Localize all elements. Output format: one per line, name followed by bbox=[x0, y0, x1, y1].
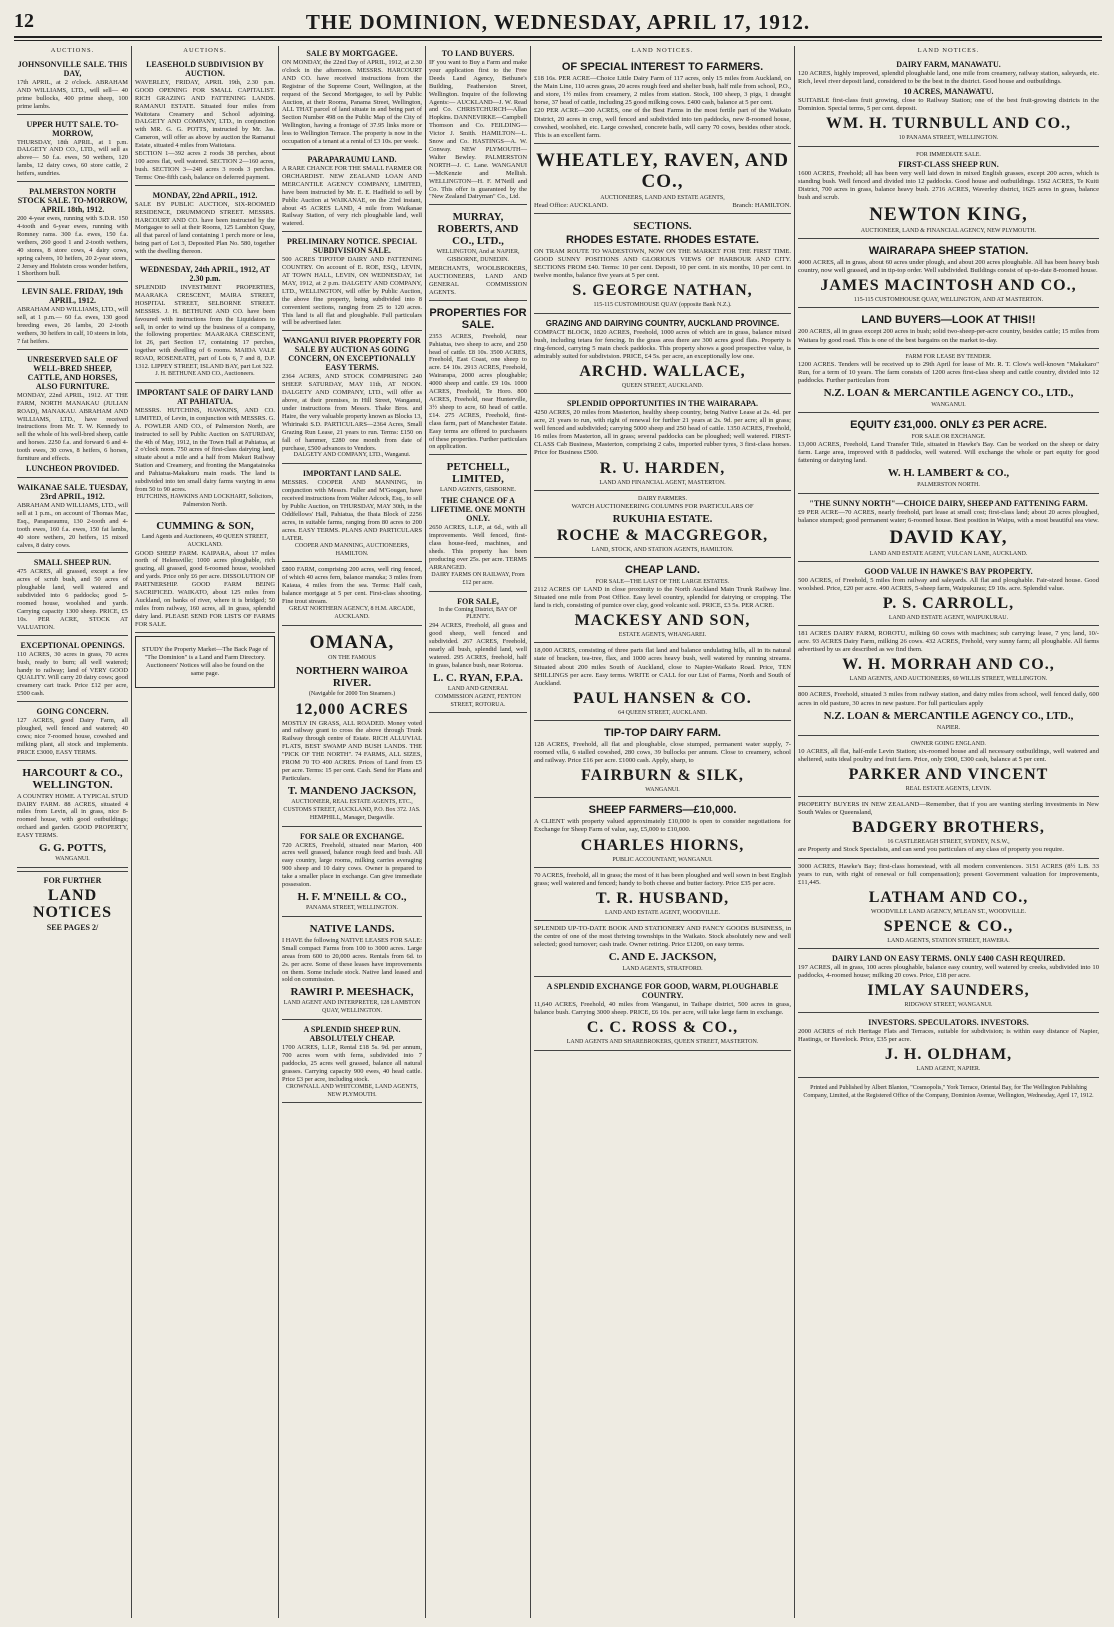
ad-equity bbox=[798, 415, 1099, 493]
ad-body: 475 ACRES, all grassed, except a few acres of scrub bush, and 50 acres of ploughable land, well watered and subdivided into 6 paddocks; good 5-roomed house, woolshed and yards. Carrying capacity 1300 sheep. PRICE, £5 10s. PER ACRE, STOCK AT VALUATION. bbox=[17, 568, 128, 631]
ad-subtitle: In the Coming District, BAY OF PLENTY. bbox=[438, 606, 518, 621]
advertiser-name: RAWIRI P. MEESHACK, bbox=[290, 986, 414, 999]
note-text: STUDY the Property Market—The Back Page of "The Dominion" is a Land and Farm Directory. Auctioneers' Notices will also be found on the same page. bbox=[141, 645, 269, 677]
ad-omana bbox=[282, 628, 422, 827]
ad-subtitle: OWNER GOING ENGLAND. bbox=[911, 740, 986, 747]
advertiser-name: BADGERY BROTHERS, bbox=[852, 819, 1045, 837]
ad-body: £800 FARM, comprising 200 acres, well ring fenced, of which 40 acres fern, balance manuka; 3 miles from Kaiaua, 4 miles from the sea. Terms: Half cash, balance mortgage at 5 per cent. First-class shooting. Fine trout stream. bbox=[282, 566, 422, 606]
ad-body: 110 ACRES, 30 acres in grass, 70 acres bush, ready to burn; all well watered; handy to railway; land of VERY GOOD QUALITY. Will carry 20 dairy cows; good creamery cart track. Price £12 per acre, £500 cash. bbox=[17, 650, 128, 698]
masthead bbox=[14, 10, 1102, 38]
ad-body: WAVERLEY, FRIDAY, APRIL 19th, 2.30 p.m. GOOD OPENING FOR SMALL CAPITALIST. RICH GRAZING AND FATTENING LANDS. RAMANUI ESTATE. Situated four miles from Waitotara Creamery and School adjoining. DALGETY AND COMPANY, LTD., in conjunction with MR. G. G. POTTS, instructed by Mr. Jas. Cameron, will offer as above by auction the Ramanui Estate, situated 4 miles from Waitotara. bbox=[135, 78, 275, 150]
ad-rorotu-dairy bbox=[798, 628, 1099, 687]
advertiser-name: W. H. LAMBERT & CO., bbox=[887, 467, 1010, 480]
ad-title: SHEEP FARMERS—£10,000. bbox=[588, 804, 737, 817]
ad-body: MESSRS. HUTCHINS, HAWKINS, AND CO. LIMITED, of Levin, in conjunction with MESSRS. G. A. FOWLER AND CO., of Palmerston North, are instructed to sell by Public Auction on SATURDAY, the 4th of May, 1912, in the Town Hall at Pahiatua, at 2 o'clock noon. 750 acres of first-class dairying land, situate about a mile and a half from Makuri Railway Station and Creamery, and fronting the Mangatainoka and Pahiatua-Makakuru main roads. The land is subdivided into ten small dairy farms varying in area from 50 to 90 acres. bbox=[135, 406, 275, 493]
advertiser-address: LAND AGENTS, STRATFORD. bbox=[622, 966, 703, 973]
ad-body: A RARE CHANCE FOR THE SMALL FARMER OR ORCHARDIST. NEW ZEALAND LOAN AND MERCANTILE AGENCY COMPANY, LIMITED, have been instructed by Mr. E. E. Hadfield to sell by Public Auction at WAIKANAE, on the 23rd instant, about 45 ACRES LAND, 4 mile from Waikanae Railway Station, of very rich ploughable land, well watered. bbox=[282, 164, 422, 228]
ad-title: PARAPARAUMU LAND. bbox=[307, 154, 397, 164]
advertiser-name: H. F. M'NEILL & CO., bbox=[297, 890, 407, 903]
ad-body: 1700 ACRES, L.I.P., Rental £18 5s. 9d. per annum, 700 acres worn with ferns, subdivided into 7 paddocks, 25 acres well grassed, balance all natural grasses. Carrying capacity 900 ewes, 40 head cattle. Price £3 per acre, including stock. bbox=[282, 1044, 422, 1083]
ad-subdivision-sale bbox=[282, 234, 422, 331]
advertiser-name: J. H. OLDHAM, bbox=[884, 1046, 1013, 1064]
advertiser-name: T. R. HUSBAND, bbox=[595, 889, 730, 907]
advertiser-address: LAND AGENT, NAPIER. bbox=[916, 1066, 981, 1073]
ad-waikanae-sale bbox=[17, 480, 128, 553]
advertiser-address: LAND AGENTS, GISBORNE. bbox=[439, 487, 516, 494]
advertiser-offices bbox=[534, 202, 791, 210]
ad-body: MONDAY, 22nd APRIL, 1912. AT THE FARM, NORTH MANAKAU (JULIAN ROAD), MANAKAU. ABRAHAM AND WILLIAMS, LTD., have received instructions from Mr. T. W. Kennedy to sell the whole of his well-bred sheep, cattle and horses. 2250 f.a. and forward 6 and 4-tooth ewes, 30 cows, 8 heifers, 6 horses, furniture and effects. bbox=[17, 391, 128, 463]
column-heading: LAND NOTICES. bbox=[631, 47, 694, 54]
advertiser-name: R. U. HARDEN, bbox=[599, 459, 726, 477]
ad-title: THE CHANCE OF A LIFETIME. ONE MONTH ONLY. bbox=[430, 496, 526, 524]
ad-special-interest-farmers bbox=[534, 57, 791, 144]
ad-title: SMALL SHEEP RUN. bbox=[33, 558, 112, 568]
ad-title: DAIRY FARM, MANAWATU. bbox=[896, 60, 1001, 70]
advertiser-address: QUEEN STREET, AUCKLAND. bbox=[621, 382, 704, 389]
ad-title: RUKUHIA ESTATE. bbox=[612, 512, 713, 525]
ad-grazing-auckland bbox=[534, 316, 791, 394]
ad-title: GOING CONCERN. bbox=[36, 707, 109, 717]
ad-title: PRELIMINARY NOTICE. SPECIAL SUBDIVISION SALE. bbox=[287, 237, 417, 256]
advertiser-address: PUBLIC ACCOUNTANT, WANGANUI. bbox=[612, 856, 713, 863]
ad-body: £18 16s. PER ACRE—Choice Little Dairy Farm of 117 acres, only 15 miles from Auckland, on the Main Line, 110 acres grass, 20 acres rough feed and shelter bush, half mile from school, P.O., and store, 1½ miles from creamery, 2 miles from station. Stock, 100 sheep, 3 pigs, 1 draught horse, 37 head of cattle, including 25 good milking cows. £400 cash, balance at 5 per cent. bbox=[534, 75, 791, 107]
ad-title: GRAZING AND DAIRYING COUNTRY, AUCKLAND PROVINCE. bbox=[545, 318, 780, 328]
ad-tip-top-dairy bbox=[534, 723, 791, 798]
ad-investment-properties bbox=[135, 262, 275, 383]
ad-stationery-business bbox=[534, 923, 791, 977]
ad-dairy-farm-manawatu bbox=[798, 57, 1099, 146]
ad-70-acres bbox=[534, 870, 791, 921]
ad-body: 1600 ACRES, Freehold; all has been very well laid down in mixed English grasses, except 200 acres, which is standing bush. Well fenced and divided into 12 paddocks. Good house and outbuildings. 1562 ACRES, Te Kuiti District, 700 acres in grass, balance heavy bush. 2716 ACRES, Waverley district, 1625 acres in grass, balance bush and scrub. bbox=[798, 169, 1099, 201]
column-auctions-2 bbox=[132, 46, 278, 1618]
ad-title: SALE BY MORTGAGEE. bbox=[306, 49, 398, 58]
ad-18000-acres bbox=[534, 645, 791, 721]
ad-title: EQUITY £31,000. ONLY £3 PER ACRE. bbox=[850, 419, 1047, 432]
advertiser-name: SPENCE & CO., bbox=[883, 917, 1014, 935]
ad-body: ABRAHAM AND WILLIAMS, LTD., will sell at 1 p.m., on account of Thomas Mac, Esq., Paraparaumu, 130 2-tooth and 4-tooth ewes, 160 f.a. ewes, 150 fat lambs, 40 store wethers, 20 heifers, 15 mixed calves, 8 dairy cows. bbox=[17, 502, 128, 549]
advertiser-name: PETCHELL, LIMITED, bbox=[446, 461, 510, 486]
advertiser-name: MACKESY AND SON, bbox=[574, 612, 751, 630]
advertiser-name: DAVID KAY, bbox=[889, 526, 1008, 548]
ad-title: IMPORTANT LAND SALE. bbox=[302, 469, 402, 479]
ad-sunny-north bbox=[798, 496, 1099, 562]
ad-small-sheep-run bbox=[17, 555, 128, 635]
advertiser-address: WOODVILLE LAND AGENCY, M'LEAN ST., WOODVILLE. bbox=[871, 908, 1026, 915]
ad-properties-for-sale bbox=[429, 303, 527, 456]
advertiser-address: AUCTIONEER, REAL ESTATE AGENTS, ETC., CUSTOMS STREET, AUCKLAND, P.O. Box 372. JAS. HEMPHILL, Manager, Dargaville. bbox=[283, 798, 421, 821]
ad-wairarapa-sheep-station bbox=[798, 241, 1099, 308]
advertiser-name: ROCHE & MACGREGOR, bbox=[556, 526, 769, 544]
ad-badgery-brothers bbox=[798, 799, 1099, 858]
advertiser-address: AUCTIONEERS, LAND AND ESTATE AGENTS, bbox=[600, 194, 725, 201]
ad-body: 720 ACRES, Freehold, situated near Marton, 400 acres well grassed, balance rough feed and bush. All easy country, large rooms, milking carries averaging 900 sheep and 10 dairy cows. Owner is prepared to take a smaller place in exchange. Can give immediate possession. bbox=[282, 841, 422, 889]
ad-body: 500 ACRES, of Freehold, 5 miles from railway and saleyards. All flat and ploughable. Fair-sized house. Good woolshed. Price, £20 per acre. 490 ACRES, 5-sheep farm, Waipukurau; £9 10s. acre. Splendid value. bbox=[798, 576, 1099, 592]
ad-body: SALE BY PUBLIC AUCTION, SIX-ROOMED RESIDENCE, DRUMMOND STREET. MESSRS. HARCOURT AND CO. have been instructed by the Mortgagee to sell at their Rooms, 125 Lambton Quay, all that parcel of land containing 1 perch more or less, being part of Lot 3, Deposited Plan No. 580, together with the dwelling thereon. bbox=[135, 200, 275, 256]
ad-body: PROPERTY BUYERS IN NEW ZEALAND—Remember, that if you are wanting sterling investments in New South Wales or Queensland, bbox=[798, 801, 1099, 817]
ad-body: IF you want to Buy a Farm and make your application first to the Free Deeds Land Agency, Bethune's Building, Featherston Street, Wellington. Inquire of the following Agents:— AUCKLAND—J. W. Read and Co. CHRISTCHURCH—Allan Hopkins. DANNEVIRKE—Campbell Thomson and Co. FEILDING—Victor J. Smith. HAMILTON—L. Snow and Co. HASTINGS—A. W. Conway. NEW PLYMOUTH—Walter Bewley. PALMERSTON NORTH—J. C. Lane. WANGANUI—McKenzie and Mellish. WELLINGTON—H. F. M'Neill and Co. This offer is guaranteed by the "New Zealand Dairyman" Co., Ltd. bbox=[429, 59, 527, 201]
ad-title: WANGANUI RIVER PROPERTY FOR SALE BY AUCTION AS GOING CONCERN, ON EXCEPTIONALLY EASY TERMS. bbox=[283, 336, 421, 373]
ad-title: GOOD VALUE IN HAWKE'S BAY PROPERTY. bbox=[864, 566, 1033, 576]
advertiser-name: LATHAM AND CO., bbox=[868, 888, 1029, 906]
ad-title: MONDAY, 22nd APRIL, 1912. bbox=[152, 190, 258, 200]
ad-going-concern bbox=[17, 704, 128, 761]
ad-title: UPPER HUTT SALE. TO-MORROW, bbox=[26, 119, 119, 138]
ad-murray-roberts bbox=[429, 207, 527, 300]
advertiser-name: IMLAY SAUNDERS, bbox=[867, 982, 1030, 1000]
ad-unreserved-sale bbox=[17, 352, 128, 478]
column-heading: LAND NOTICES. bbox=[917, 47, 980, 54]
ad-body: 1200 ACRES. Tenders will be received up to 29th April for lease of Mr. R. T. Clow's well-known "Makakaro" Run, for a term of 10 years. The farm consists of 1200 acres first-class sheep and cattle country, divided into 12 paddocks. Further particulars from bbox=[798, 360, 1099, 384]
advertiser-name: FAIRBURN & SILK, bbox=[581, 767, 744, 785]
ad-body: SECTION 1—392 acres 2 roods 38 perches, about 100 acres flat, well watered. SECTION 2—160 acres, bush. SECTION 3—248 acres 3 roods 3 perches. Terms: One-fifth cash, balance on deferred payment. bbox=[135, 150, 275, 181]
ad-body: 3000 ACRES, Hawke's Bay; first-class homestead, with all modern conveniences. 3151 ACRES (8½ L.B. 33 years to run, with right of renewal or full compensation); present Government valuation for improvements, £11,445. bbox=[798, 862, 1099, 886]
ad-subtitle: DAIRY FARMS ON RAILWAY, From £12 per acre. bbox=[431, 571, 525, 586]
ad-signature: J. H. BETHUNE AND CO., Auctioneers. bbox=[155, 371, 255, 377]
ad-upper-hutt-sale bbox=[17, 117, 128, 183]
ad-pahiatua-dairy-land bbox=[135, 385, 275, 514]
ad-body: £20 PER ACRE—200 ACRES, one of the Best Farms in the most fertile part of the Waikato District, 20 acres in crop, well fenced and subdivided into ten paddocks, new 8-roomed house, cowshed, woolshed, etc. Large cowshed, concrete bails, will carry 70 cows, besides other stock. This is an excellent farm. bbox=[534, 107, 791, 139]
ad-palmerston-stock-sale bbox=[17, 184, 128, 282]
ad-body: 294 ACRES, Freehold, all grass and good sheep, well fenced and subdivided. 267 ACRES, Freehold, nearly all bush, splendid land, well watered. 295 ACRES, freehold, half in grass, balance bush, near Rotorua. bbox=[429, 622, 527, 669]
ad-body: 10 ACRES, all flat, half-mile Levin Station; six-roomed house and all necessary outbuildings, well watered and sheltered, suits ideal poultry and fruit farm. Price, only £900, £300 cash, balance at 5 per cent. bbox=[798, 747, 1099, 763]
ad-body: THURSDAY, 18th APRIL, at 1 p.m. DALGETY AND CO., LTD., will sell as above— 50 f.a. ewes, 50 wethers, 120 lambs, 12 dairy cows, 60 store cattle, 2 heifers, sundries. bbox=[17, 138, 128, 178]
ad-title: OMANA, bbox=[309, 631, 395, 653]
masthead-title: THE DOMINION, WEDNESDAY, APRIL 17, 1912. bbox=[305, 10, 811, 34]
advertiser-name: CUMMING & SON, bbox=[156, 519, 254, 532]
footer-line: SEE PAGES 2/ bbox=[46, 923, 99, 932]
advertiser-address: LAND AND ESTATE AGENT, WOODVILLE. bbox=[605, 909, 720, 916]
ad-title: PALMERSTON NORTH STOCK SALE. TO-MORROW, APRIL 18th, 1912. bbox=[17, 187, 128, 215]
ad-exceptional-openings bbox=[17, 638, 128, 702]
ad-rukuhia-estate bbox=[534, 493, 791, 558]
ad-title: NORTHERN WAIROA RIVER. bbox=[295, 664, 409, 689]
ad-body: 200 4-year ewes, running with S.D.R. 150 4-tooth and 6-year ewes, running with Romney rams. 300 f.a. ewes, 150 f.a. wethers, 260 good 1 and 2-tooth wethers, 40 stores, 8 store cows, 4 dairy cows, spring calvers, 10 heifers, 20 2-year steers, 2 Jersey and Holstein cross wonder heifers, 1 Shorthorn bull. bbox=[17, 215, 128, 278]
advertiser-address: 115-115 CUSTOMHOUSE QUAY, WELLINGTON, AND AT MASTERTON. bbox=[853, 297, 1044, 304]
ad-title: TIP-TOP DAIRY FARM. bbox=[604, 726, 721, 739]
footer-line: FOR FURTHER bbox=[43, 876, 102, 885]
ad-title: A SPLENDID EXCHANGE FOR GOOD, WARM, PLOUGHABLE COUNTRY. bbox=[546, 982, 779, 1001]
ad-body: £9 PER ACRE—70 ACRES, nearly freehold, part lease at small cost; first-class land; about 20 acres ploughed, balance stumped; good permanent water; 6-roomed house. Best position in Waipu, with a most beautiful sea view. bbox=[798, 508, 1099, 524]
ad-body: 500 ACRES TIPOTOP DAIRY AND FATTENING COUNTRY. On account of E. ROE, ESQ., LEVIN, AT TOWN HALL, LEVIN, ON WEDNESDAY, 1st MAY, 1912, at 2 p.m. DALGETY AND COMPANY, LTD., WELLINGTON, will offer by Public Auction, the above fine property, being subdivided into 8 convenient sections, ranging from 25 to 120 acres. This land is all flat and ploughable. Full particulars will be advertised later. bbox=[282, 256, 422, 327]
advertiser-address: ESTATE AGENTS, WHANGAREI. bbox=[618, 632, 707, 639]
advertiser-name: N.Z. LOAN & MERCANTILE AGENCY CO., LTD., bbox=[823, 709, 1074, 722]
ad-subtitle: DAIRY FARMERS. bbox=[637, 495, 687, 502]
column-land-sales bbox=[279, 46, 425, 1618]
ad-title: FOR SALE OR EXCHANGE. bbox=[299, 831, 404, 841]
ad-sheep-farmers bbox=[534, 800, 791, 867]
column-heading: AUCTIONS. bbox=[50, 47, 95, 54]
advertiser-name: N.Z. LOAN & MERCANTILE AGENCY CO., LTD., bbox=[823, 386, 1074, 399]
advertiser-address: AUCTIONEER, LAND & FINANCIAL AGENCY, NEW PLYMOUTH. bbox=[860, 228, 1037, 235]
ad-signature: CROWNALL AND WHITCOMBE, LAND AGENTS, NEW PLYMOUTH. bbox=[285, 1083, 419, 1098]
ad-title: LEASEHOLD SUBDIVISION BY AUCTION. bbox=[146, 59, 264, 78]
advertiser-name: C. AND E. JACKSON, bbox=[608, 951, 717, 964]
advertiser-address: 64 QUEEN STREET, AUCKLAND. bbox=[618, 709, 707, 716]
advertiser-address: WELLINGTON, And at NAPIER, GISBORNE, DUNEDIN. bbox=[436, 249, 520, 264]
ad-body: 2112 ACRES OF LAND in close proximity to the North Auckland Main Trunk Railway line. Situated one mile from Post Office. Easy level country, splendid for dairying or cropping. The land is rich, consisting of pumice over clay, good volcanic soil. PRICE, £3 5s. PER ACRE. bbox=[534, 586, 791, 610]
advertiser-name: WHEATLEY, RAVEN, AND CO., bbox=[536, 149, 789, 192]
advertiser-name: S. GEORGE NATHAN, bbox=[572, 282, 753, 300]
advertiser-address: RIDGWAY STREET, WANGANUI. bbox=[904, 1002, 993, 1009]
ad-subtitle: FARM FOR LEASE BY TENDER. bbox=[905, 353, 992, 360]
ad-body: 2000 ACRES of rich Heritage Flats and Terraces, suitable for subdivision; is within easy distance of Napier, Hastings, or Havelock. Price, £35 per acre. bbox=[798, 1028, 1099, 1044]
ad-body: 18,000 ACRES, consisting of three parts flat land and balance undulating hills, all in its natural state of bracken, tea-tree, flax, and 1000 acres heavy bush, well watered by running streams. Situated about 200 miles South of Auckland, close to Napier-Waikato Road. Price, TEN SHILLINGS per acre. Easy terms. WRITE or CALL for our List of Farms, North and South of Auckland. bbox=[534, 647, 791, 687]
ad-body: are Property and Stock Specialists, and can send you particulars of any class of property you require. bbox=[798, 846, 1064, 854]
ad-important-land-sale bbox=[282, 466, 422, 562]
ad-title: JOHNSONVILLE SALE. THIS DAY, bbox=[17, 59, 128, 78]
ad-title: RHODES ESTATE. RHODES ESTATE. bbox=[566, 234, 759, 247]
ad-body: SUITABLE first-class fruit growing, close to Railway Station; one of the best fruit-growing districts in the Dominion. Special terms, 5 per cent. deposit. bbox=[798, 97, 1099, 113]
ad-native-lands bbox=[282, 919, 422, 1020]
column-heading: AUCTIONS. bbox=[183, 47, 227, 54]
ad-paraparaumu-land bbox=[282, 152, 422, 232]
advertiser-address: PALMERSTON NORTH. bbox=[917, 482, 980, 489]
ad-petchell bbox=[429, 457, 527, 591]
ad-cheap-land bbox=[534, 560, 791, 643]
ad-title: UNRESERVED SALE OF WELL-BRED SHEEP, CATTLE, AND HORSES, ALSO FURNITURE. bbox=[27, 354, 118, 391]
ad-sale-by-mortgagee bbox=[282, 46, 422, 150]
advertiser-name: WM. H. TURNBULL AND CO., bbox=[825, 115, 1072, 133]
advertiser-name: ARCHD. WALLACE, bbox=[579, 362, 746, 380]
ad-title: NATIVE LANDS. bbox=[309, 922, 395, 935]
advertiser-address: LAND AND GENERAL COMMISSION AGENT, FENTON STREET, ROTORUA. bbox=[435, 685, 521, 708]
ad-title: CHEAP LAND. bbox=[625, 563, 700, 576]
advertiser-name: W. H. MORRAH AND CO., bbox=[842, 656, 1055, 674]
ad-subtitle: LUNCHEON PROVIDED. bbox=[26, 464, 119, 473]
ad-rhodes-estate bbox=[534, 216, 791, 313]
advertiser-name: G. G. POTTS, bbox=[39, 842, 106, 855]
ad-to-land-buyers bbox=[429, 46, 527, 205]
advertiser-address: 16 CASTLEREAGH STREET, SYDNEY, N.S.W., bbox=[887, 839, 1010, 846]
ad-exchange-warm-country bbox=[534, 979, 791, 1050]
property-market-note bbox=[135, 636, 275, 688]
advertiser-name: T. MANDENO JACKSON, bbox=[287, 784, 417, 797]
advertiser-address: 115-115 CUSTOMHOUSE QUAY (opposite Bank N.Z.). bbox=[593, 302, 732, 309]
ad-title: OF SPECIAL INTEREST TO FARMERS. bbox=[561, 61, 764, 74]
advertiser-name: P. S. CARROLL, bbox=[882, 595, 1015, 612]
branch-office: Branch: HAMILTON. bbox=[732, 201, 791, 209]
ad-hawkes-bay-value bbox=[798, 564, 1099, 626]
ad-title: INVESTORS. SPECULATORS. INVESTORS. bbox=[868, 1018, 1029, 1028]
ad-title: IMPORTANT SALE OF DAIRY LAND AT PAHIATUA. bbox=[136, 387, 274, 406]
ad-title: WAIRARAPA SHEEP STATION. bbox=[868, 245, 1029, 258]
ad-body: MERCHANTS, WOOLBROKERS, AUCTIONEERS, LAND AND GENERAL COMMISSION AGENTS. bbox=[429, 265, 527, 296]
advertiser-address: LAND AND ESTATE AGENT, VULCAN LANE, AUCKLAND. bbox=[869, 550, 1028, 557]
ad-title: 12,000 ACRES bbox=[295, 700, 409, 718]
ad-body: I HAVE the following NATIVE LEASES FOR SALE: Small compact Farms from 100 to 3000 acres. Large areas from 600 to 20,000 acres. Rentals from 6d. to 2s. per acre. Some of these leases have improvements on them. Some include stock. Native land leased and sold on commission. bbox=[282, 936, 422, 984]
advertiser-name: CHARLES HIORNS, bbox=[580, 836, 745, 854]
masthead-rule bbox=[14, 40, 1102, 41]
ad-title: TO LAND BUYERS. bbox=[441, 49, 515, 58]
ad-title: DAIRY LAND ON EASY TERMS. ONLY £400 CASH REQUIRED. bbox=[831, 953, 1066, 963]
column-land-notices-1 bbox=[531, 46, 794, 1618]
ad-body: COMPACT BLOCK, 1820 ACRES, Freehold, 1000 acres of which are in grass, balance mixed bush, including tetara for fencing. In the grass area there are 300 acres good flats. Property is ring-fenced, carrying 5 main check paddocks. This property shows a good prospective value, is admirably suited for subdivision. PRICE, £4 5s. per acre, an exceptionally low one. bbox=[534, 328, 791, 360]
ad-body: SPLENDID UP-TO-DATE BOOK AND STATIONERY AND FANCY GOODS BUSINESS, in the centre of one of the most thriving townships in the Waikato. Stock absolutely new and well selected; good turnover; cash trade. Owner retiring. Price £1200, on easy terms. bbox=[534, 924, 791, 949]
ad-body: MESSRS. COOPER AND MANNING, in conjunction with Messrs. Fuller and M'Gougan, have received instructions from Walter Adcock, Esq., to sell by Public Auction, on THURSDAY, MAY 30th, in the Oddfellows' Hall, Pahiatua, the Ihaia Block of 2256 acres, in suitable farms, ranging from 80 acres to 200 acres. EASY TERMS. PLANS AND PARTICULARS LATER. bbox=[282, 479, 422, 542]
ad-body: MOSTLY IN GRASS, ALL ROADED. Money voted and railway grant to cross the above through Trunk Railway through centre of Estate. RICH ALLUVIAL FLATS, BEST SWAMP AND BUSH LANDS. THE "PICK OF THE NORTH". 74 FARMS, ALL SIZES, FROM 70 TO 400 ACRES. Prices of Land from £5 per acre. Terms: 15 per cent. Cash. Send for Plans and Particulars. bbox=[282, 719, 422, 782]
advertiser-name: C. C. ROSS & CO., bbox=[586, 1019, 739, 1037]
ad-subtitle: ON THE FAMOUS bbox=[328, 654, 376, 661]
advertiser-address: LAND, STOCK, AND STATION AGENTS, HAMILTON. bbox=[591, 546, 734, 553]
ad-body: ON TRAM ROUTE TO WADESTOWN, NOW ON THE MARKET FOR THE FIRST TIME. GOOD SUNNY POSITIONS AND GLORIOUS VIEWS OF HARBOUR AND CITY. SECTIONS FROM £40. Terms: 10 per cent. Deposit, 10 per cent. in six months, 10 per cent. in twelve months, balance five years at 5 per cent. bbox=[534, 248, 791, 280]
ad-body: 128 ACRES, Freehold, all flat and ploughable, close stumped, permanent water supply, 7-roomed villa, 6 stalled cowshed, 280 cows, 39 bullocks per annum. Close to creamery, school and railway. Price £16 per acre. £1000 cash. Apply, sharp, to bbox=[534, 740, 791, 765]
ad-body: A CLIENT with property valued approximately £10,000 is open to consider negotiations for Exchange for Sheep Farm of value, say, £5,000 to £10,000. bbox=[534, 818, 791, 834]
advertiser-address: WANGANUI. bbox=[645, 787, 680, 794]
ad-drummond-street bbox=[135, 188, 275, 260]
ad-body: 197 ACRES, all in grass, 100 acres ploughable, balance easy country, well watered by creeks, subdivided into 10 paddocks, 4-roomed house; milking 20 cows. Price, £18 per acre. bbox=[798, 963, 1099, 980]
ad-body: 11,640 ACRES, Freehold, 40 miles from Wanganui, in Taihape district, 500 acres in grass, balance bush. Carrying 3000 sheep. PRICE, £6 10s. per acre, will take large farm in exchange. bbox=[534, 1001, 791, 1017]
ad-title: 10 ACRES, MANAWATU. bbox=[903, 87, 994, 97]
ad-title: FOR SALE, bbox=[457, 596, 499, 606]
ad-title: WEDNESDAY, 24th APRIL, 1912, AT 2.30 p.m. bbox=[139, 265, 271, 284]
ad-title: PROPERTIES FOR SALE. bbox=[429, 306, 527, 331]
ad-wanganui-river bbox=[282, 333, 422, 464]
footer-title: LAND NOTICES bbox=[32, 887, 113, 921]
advertiser-name: MURRAY, ROBERTS, AND CO., LTD., bbox=[437, 211, 519, 248]
ad-title: FIRST-CLASS SHEEP RUN. bbox=[898, 159, 999, 169]
ad-body: SPLENDID INVESTMENT PROPERTIES, MAARAKA CRESCENT, MAIRA STREET, HOSPITAL STREET, SELBORNE STREET. MESSRS. J. H. BETHUNE AND CO. have been favoured with instructions from the Liquidators to sell, in order to wind up the business of a company, the following properties: MAARAKA CRESCENT, lot 26, part Section 17, containing 17 perches, together with dwelling of 6 rooms. MAIDA VALE ROAD, ROSENEATH, part of Lots 6, 7 and 8, D.P. 1312. LIPPEY STREET, ISLAND BAY, part Lot 322. bbox=[135, 284, 275, 371]
ad-body: 800 ACRES, Freehold, situated 3 miles from railway station, and dairy miles from school, well fenced daily, 600 acres in old pasture, 30 acres in new pasture. For full particulars apply bbox=[798, 691, 1099, 707]
ad-signature: GREAT NORTHERN AGENCY, 8 H.M. ARCADE, AUCKLAND. bbox=[289, 605, 415, 620]
advertiser-address: LAND AND FINANCIAL AGENT, MASTERTON. bbox=[599, 479, 726, 486]
advertiser-address: LAND AND ESTATE AGENT, WAIPUKURAU. bbox=[888, 615, 1009, 621]
ad-body: 2650 ACRES, L.I.P., at 6d., with all improvements. Well fenced, first-class house-feed, machines, and sheds. This property has been producing over 25s. per acre. TERMS ARRANGED. bbox=[429, 524, 527, 571]
ad-signature: DALGETY AND COMPANY, LTD., Wanganui. bbox=[293, 452, 411, 459]
ad-subtitle: FOR IMMEDIATE SALE. bbox=[916, 151, 981, 158]
advertiser-address: REAL ESTATE AGENTS, LEVIN. bbox=[905, 786, 992, 793]
ad-body: 127 ACRES, good Dairy Farm, all ploughed, well fenced and watered; 40 cows; nice 7-roomed house, cowshed and milking plant, all stock and implements. PRICE £3000, EASY TERMS. bbox=[17, 717, 128, 756]
ad-hawkes-bay-homestead bbox=[798, 861, 1099, 949]
advertiser-name: HARCOURT & CO., WELLINGTON. bbox=[22, 766, 123, 791]
ad-sheep-run bbox=[282, 1022, 422, 1103]
ad-body: A COUNTRY HOME. A TYPICAL STUD DAIRY FARM. 88 ACRES, situated 4 miles from Levin, all in grass, nice 8-roomed house, with good outbuildings; orchard and garden. GOOD PROPERTY, EASY TERMS. bbox=[17, 792, 128, 840]
ad-body: 70 ACRES, freehold, all in grass; the most of it has been ploughed and well sown in best English grass; well watered and fenced; handy to both cheese and butter factory. Price £35 per acre. bbox=[534, 871, 791, 887]
advertiser-address: PANAMA STREET, WELLINGTON. bbox=[305, 904, 399, 911]
advertiser-name: NEWTON KING, bbox=[869, 204, 1028, 226]
advertiser-address: LAND AGENTS, AND AUCTIONEERS, 69 WILLIS STREET, WELLINGTON. bbox=[849, 676, 1048, 683]
ad-body: 4250 ACRES, 20 miles from Masterton, healthy sheep country, being Native Lease at 2s. 4d. per acre, 21 years to run, with right of renewal for further 21 years at 2s. 9d. per acre; all in grass; well fenced and subdivided; carrying 5000 sheep and 250 head of cattle. 1350 ACRES, Freehold, 16 miles from Masterton, all in grass; several paddocks can be ploughed; well watered. FIRST-CLASS Cab Business, Masterton, comprising 2 cabs, imported rubber tyres, 3 first-class horses. Price for Business £500. bbox=[534, 408, 791, 457]
ad-body: 17th APRIL, at 2 o'clock. ABRAHAM AND WILLIAMS, LTD., will sell— 40 prime bullocks, 400 prime sheep, 100 prime lambs. bbox=[17, 78, 128, 110]
ad-subtitle: FOR SALE OR EXCHANGE. bbox=[911, 434, 986, 441]
ad-body: WATCH AUCTIONEERING COLUMNS FOR PARTICULARS OF bbox=[571, 502, 754, 510]
ad-body: ABRAHAM AND WILLIAMS, LTD., will sell, at 1 p.m.— 60 f.a. ewes, 130 good breeding ewes, 26 lambs, 20 2-tooth wethers, 30 heifers in calf, 10 steers in lots, 7 fat heifers. bbox=[17, 306, 128, 345]
ad-title: LEVIN SALE. FRIDAY, 19th APRIL, 1912. bbox=[22, 287, 123, 306]
column-land-buyers bbox=[426, 46, 530, 1618]
ad-title: WAIKANAE SALE. TUESDAY, 23rd APRIL, 1912. bbox=[17, 483, 128, 501]
advertiser-address: 10 PANAMA STREET, WELLINGTON. bbox=[898, 135, 999, 142]
advertiser-name: L. C. RYAN, F.P.A. bbox=[433, 671, 523, 684]
ad-dairy-land-easy-terms bbox=[798, 951, 1099, 1013]
ad-johnsonville-sale bbox=[17, 57, 128, 115]
ad-investors bbox=[798, 1015, 1099, 1077]
ad-title: "THE SUNNY NORTH"—CHOICE DAIRY, SHEEP AND FATTENING FARM. bbox=[809, 498, 1088, 508]
advertiser-address: WANGANUI. bbox=[55, 856, 90, 863]
advertiser-address: LAND AGENTS AND SHAREBROKERS, QUEEN STREET, MASTERTON. bbox=[566, 1039, 759, 1046]
advertiser-address: NAPIER. bbox=[936, 724, 961, 731]
column-auctions-1 bbox=[14, 46, 131, 1618]
ad-cumming-son bbox=[135, 516, 275, 633]
ad-land-buyers-look bbox=[798, 310, 1099, 348]
ad-sale-or-exchange bbox=[282, 829, 422, 917]
ad-first-class-sheep-run bbox=[798, 149, 1099, 240]
ad-body: 120 ACRES, highly improved, splendid ploughable land, one mile from creamery, railway station, saleyards, etc. Rich, level river deposit land, considered to be the best in the district. Good house and outbuildings. bbox=[798, 70, 1099, 86]
advertiser-name: PARKER AND VINCENT bbox=[848, 766, 1049, 784]
ad-800-farm bbox=[282, 564, 422, 625]
ad-bay-of-plenty bbox=[429, 594, 527, 714]
page-number: 12 bbox=[14, 10, 34, 32]
ad-levin-sale bbox=[17, 284, 128, 350]
advertiser-address: WANGANUI. bbox=[931, 401, 966, 408]
ad-body: 13,000 ACRES, Freehold, Land Transfer Title, situated in Hawke's Bay. Can be worked on the sheep or dairy farm. Large area, improved with 8 paddocks, well watered. Will exchange the whole or part equity for good fattening or dairying land. bbox=[798, 441, 1099, 465]
ad-farm-for-lease bbox=[798, 351, 1099, 413]
advertiser-name: PAUL HANSEN & CO. bbox=[573, 689, 752, 707]
ad-title: A SPLENDID SHEEP RUN. ABSOLUTELY CHEAP. bbox=[303, 1025, 401, 1044]
advertiser-address: Land Agents and Auctioneers, 49 QUEEN STREET, AUCKLAND. bbox=[141, 533, 269, 548]
ad-signature: COOPER AND MANNING, AUCTIONEERS, HAMILTON. bbox=[294, 542, 410, 557]
ad-title: LAND BUYERS—LOOK AT THIS!! bbox=[861, 314, 1036, 327]
further-notices-box bbox=[17, 871, 128, 932]
ad-body: ON MONDAY, the 22nd Day of APRIL, 1912, at 2.30 o'clock in the afternoon. MESSRS. HARCOURT AND CO. have received instructions from the Registrar of the Supreme Court, Wellington, at the request of the Second Mortgagee, to sell by Public Auction, at their Rooms, Panama Street, Wellington, ALL THAT parcel of land situate in and being part of Section Number 498 on the Public Map of the City of Wellington, having a frontage of 37.95 links more or less to Wellington Terrace. The property is now in the occupation of a tenant at a rental of £3 10s. per week. bbox=[282, 59, 422, 146]
ad-body: 181 ACRES DAIRY FARM, ROROTU, milking 60 cows with machines; sub carrying: lease, 7 yrs; land, 10/- acre. 93 ACRES Dairy Farm, milking 26 cows. 432 ACRES, Frehold, very sunny farm; all ploughable. All farms advertised by us are described as we find them. bbox=[798, 630, 1099, 654]
ad-wheatley-raven bbox=[534, 146, 791, 214]
ad-title: SPLENDID OPPORTUNITIES IN THE WAIRARAPA. bbox=[566, 398, 759, 408]
imprint: Printed and Published by Albert Blanton, "Cosmopolis," York Terrace, Oriental Bay, for The Wellington Publishing Company, Limited, at the Registered Office of the Company, Dominion Avenue, Wellington, Wednesday, April 17, 1912. bbox=[803, 1084, 1094, 1099]
advertiser-address: LAND AGENTS, STATION STREET, HAWERA. bbox=[887, 937, 1010, 944]
column-land-notices-2 bbox=[795, 46, 1102, 1618]
ad-800-acres bbox=[798, 689, 1099, 735]
ad-owner-going-england bbox=[798, 738, 1099, 797]
ad-ramanui-estate bbox=[135, 57, 275, 186]
ad-body: 4000 ACRES, all in grass, about 60 acres under plough, and about 200 acres ploughable. All has been heavy bush country, now well grassed, and in tip-top order. Well subdivided. Buildings consist of up-to-date 8-roomed house. bbox=[798, 259, 1099, 275]
ad-signature: HUTCHINS, HAWKINS AND LOCKHART, Solicitors, Palmerston North. bbox=[136, 493, 274, 508]
ad-harcourt bbox=[17, 763, 128, 868]
ad-title: EXCEPTIONAL OPENINGS. bbox=[20, 640, 125, 650]
ad-title: SECTIONS. bbox=[633, 220, 692, 233]
head-office: Head Office: AUCKLAND. bbox=[534, 201, 609, 209]
ad-wairarapa-opportunities bbox=[534, 396, 791, 491]
ad-subtitle: (Navigable for 2000 Ton Steamers.) bbox=[308, 690, 396, 697]
advertiser-address: LAND AGENT AND INTERPRETER, 128 LAMBTON QUAY, WELLINGTON. bbox=[283, 1000, 421, 1015]
advertiser-name: JAMES MACINTOSH AND CO., bbox=[820, 277, 1077, 295]
ad-body: 2353 ACRES, Freehold, near Pahiatua, two sheep to acre, and 250 head of cattle. £8 10s. 3500 ACRES, Freehold, East Coast, one sheep to acre. £4 10s. 2913 ACRES, Freehold, Wairarapa, 2000 acres ploughable; 4000 sheep and cattle. £9 10s. 1000 ACRES, Freehold, Te Horo. 800 ACRES, Freehold, near Hunterville, 3½ sheep to acre, 60 head of cattle. £14. 275 ACRES, Freehold, first-class farm, part of Manchester Estate. Easy terms are offered to purchasers of these properties. Further particulars on application. bbox=[429, 332, 527, 451]
ad-body: GOOD SHEEP FARM. KAIPARA, about 17 miles north of Helensville; 1000 acres ploughable, rich grazing, all grassed, good 6-roomed house, woolshed and yards. Price only £6 per acre. DISSOLUTION OF PARTNERSHIP. GOOD FARM BEING SACRIFICED. WAIKATO, about 125 miles from Auckland, on banks of river, where it is bridged; 50 miles from railway, 160 acres, all in grass, splendid dairy land. PLEASE SEND FOR LISTS OF FARMS FOR SALE. bbox=[135, 549, 275, 628]
ad-body: 2364 ACRES, AND STOCK COMPRISING 240 SHEEP. SATURDAY, MAY 11th, AT NOON. DALGETY AND COMPANY, LTD., will offer as above, at their premises, in Hill Street, Wanganui, under instructions from Messrs. Thake Bros. and Haire, the very valuable property known as Blocks 13, Whirinaki S.D. PARTICULARS—2364 Acres, Small Grazing Run Lease, 21 years to run. Terms: £150 on fall of hammer, £280 one month from date of purchase, £500 advances to Vendors. bbox=[282, 373, 422, 452]
ad-body: 200 ACRES, all in grass except 200 acres in bush; solid two-sheep-per-acre country, besides cattle; 15 miles from Waitara by good road. This is one of the best bargains on the market to-day. bbox=[798, 328, 1099, 344]
ad-subtitle: FOR SALE—THE LAST OF THE LARGE ESTATES. bbox=[595, 578, 730, 585]
